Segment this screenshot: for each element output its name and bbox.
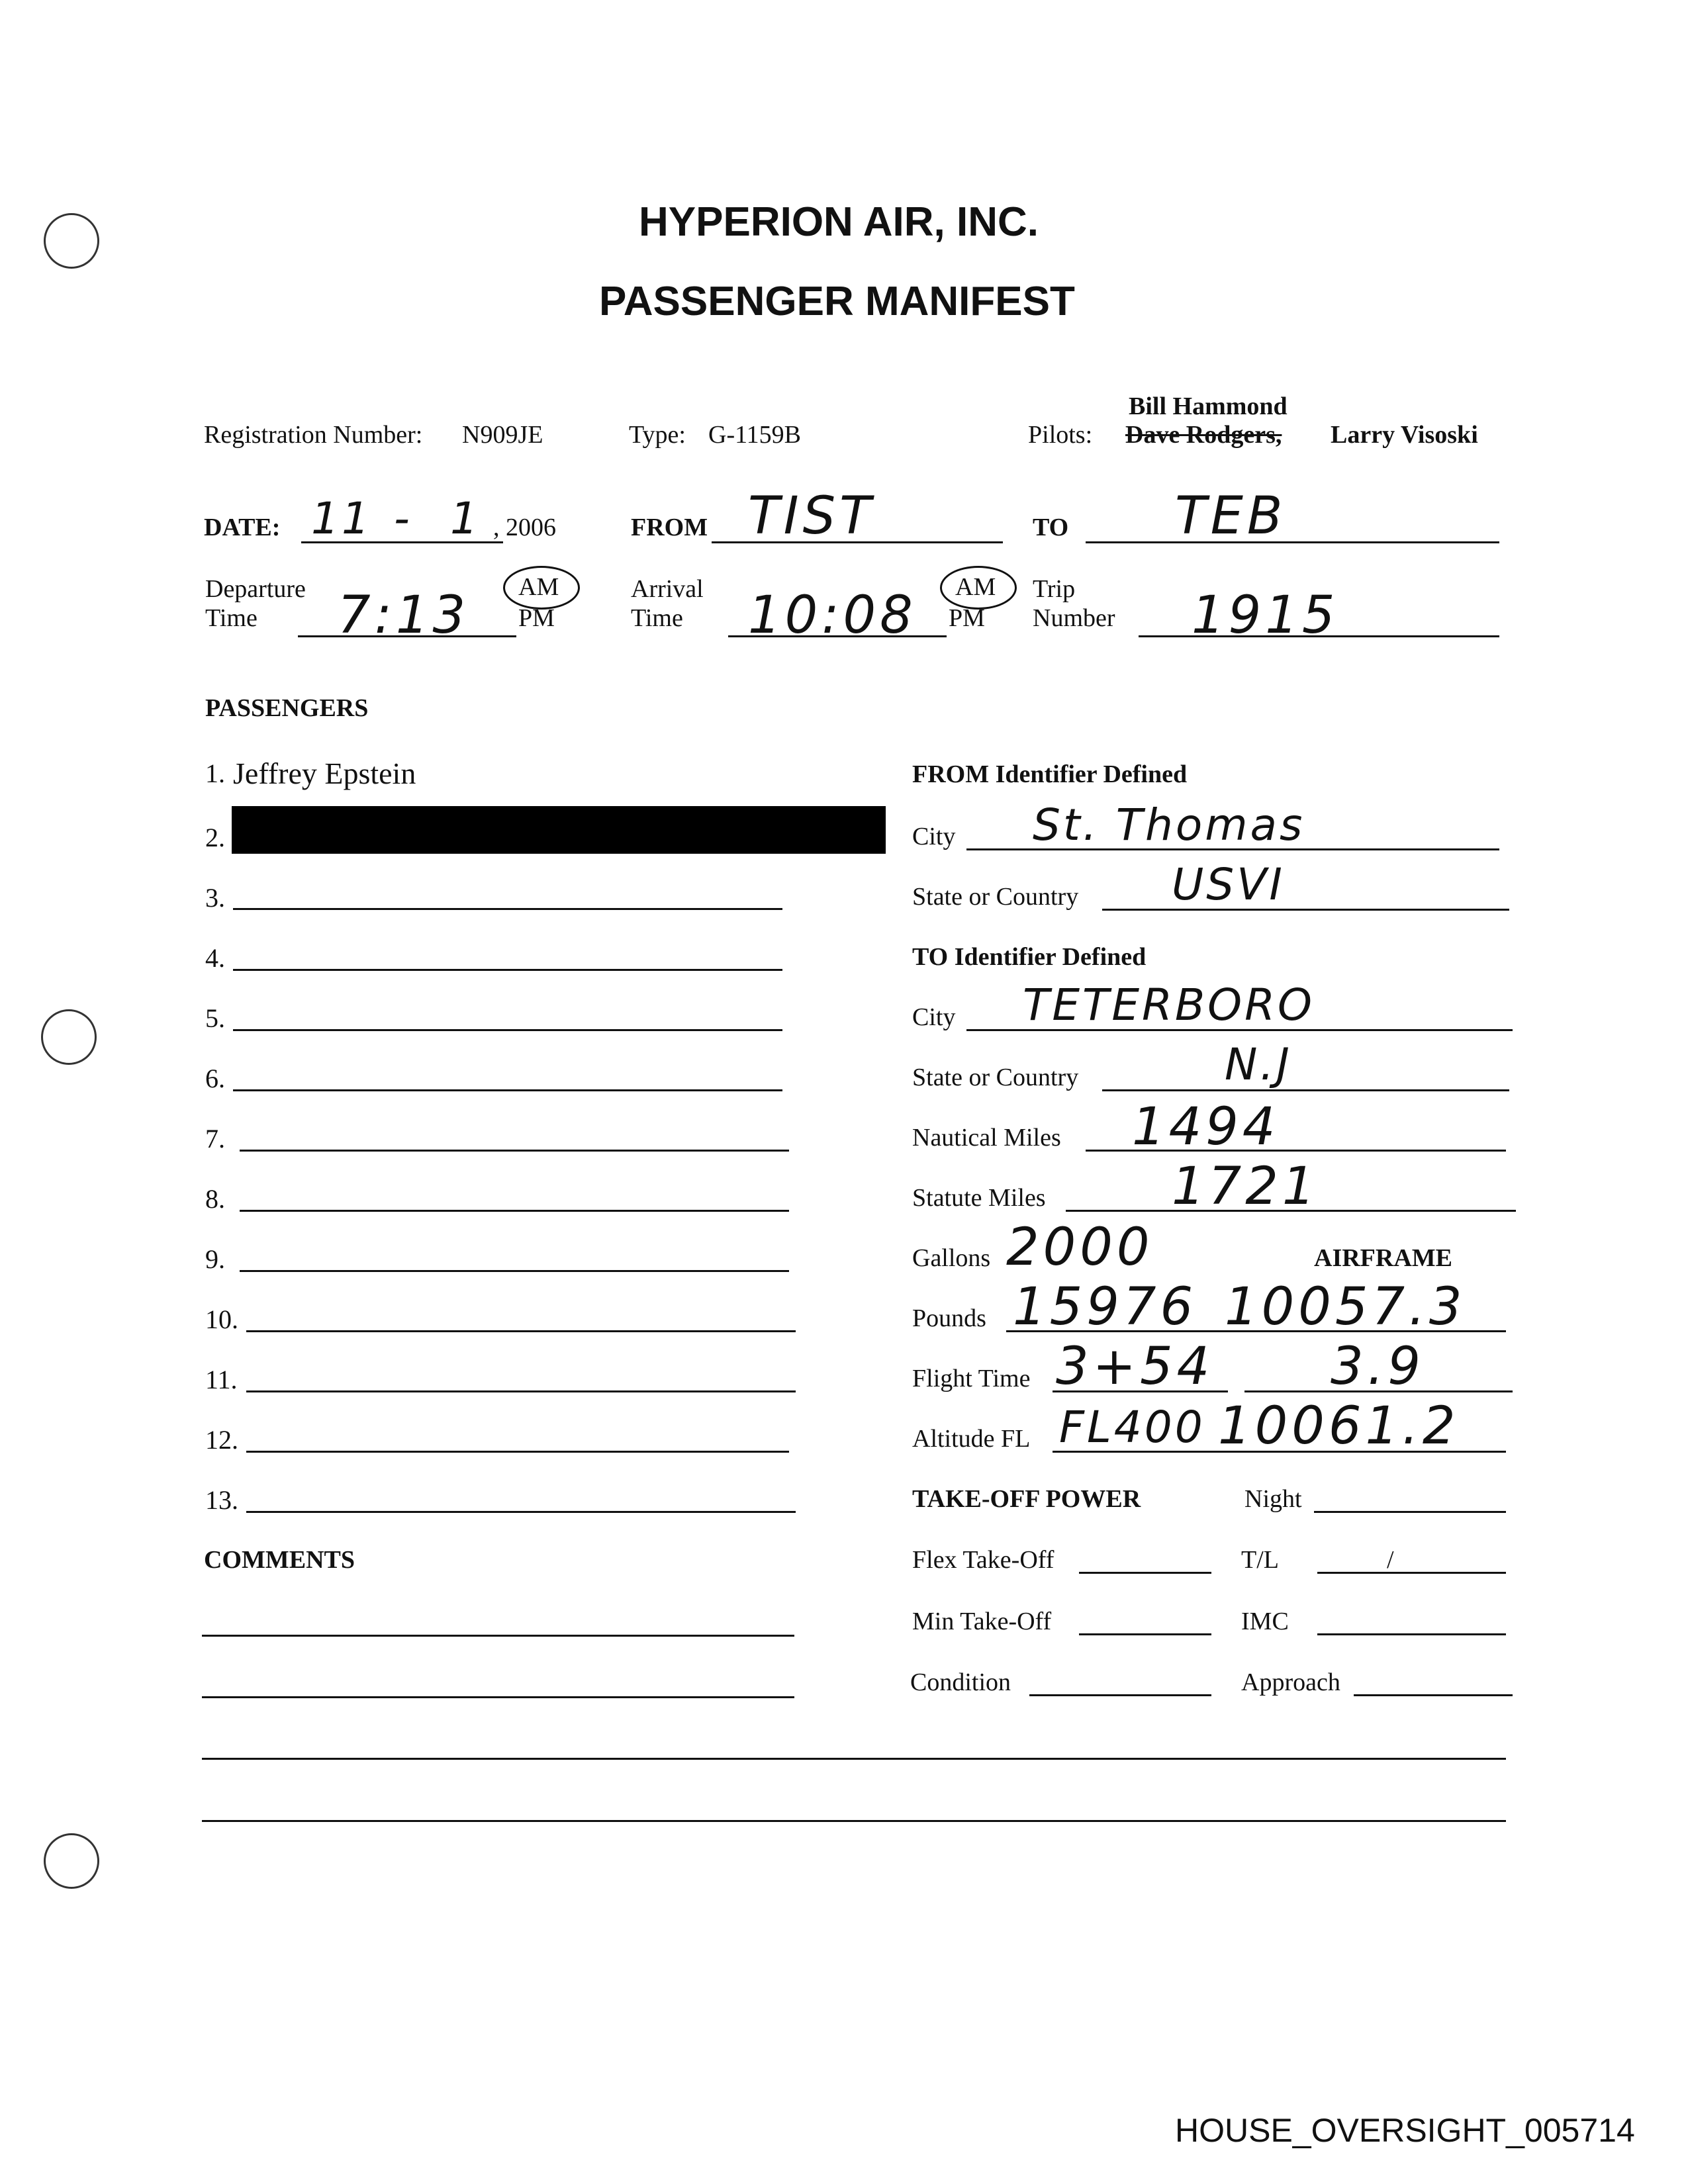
to-city: TETERBORO: [1023, 979, 1315, 1030]
binder-hole-top: [44, 213, 99, 269]
passenger-num-6: 6.: [205, 1064, 225, 1093]
nautical-miles-label: Nautical Miles: [912, 1124, 1061, 1152]
date-year: , 2006: [493, 514, 556, 541]
date-label: DATE:: [204, 514, 281, 541]
from-identifier-heading: FROM Identifier Defined: [912, 760, 1188, 788]
airframe-value-3: 10061.2: [1218, 1396, 1460, 1456]
passenger-num-10: 10.: [205, 1304, 238, 1334]
redaction-block: [232, 806, 886, 854]
passenger-num-3: 3.: [205, 883, 225, 913]
trip-number: 1915: [1192, 586, 1339, 645]
min-takeoff-label: Min Take-Off: [912, 1608, 1052, 1635]
from-state: USVI: [1172, 859, 1285, 910]
statute-miles: 1721: [1172, 1157, 1319, 1216]
bates-number: HOUSE_OVERSIGHT_005714: [1175, 2112, 1635, 2149]
passenger-num-11: 11.: [205, 1365, 238, 1394]
type-label: Type:: [629, 421, 686, 449]
departure-time: 7:13: [338, 586, 470, 645]
from-city: St. Thomas: [1033, 799, 1305, 850]
to-label: TO: [1033, 514, 1069, 541]
airframe-value-1: 10057.3: [1225, 1277, 1466, 1337]
pilot-added: Bill Hammond: [1129, 392, 1288, 420]
arrival-am: AM: [955, 573, 996, 601]
takeoff-power-label: TAKE-OFF POWER: [912, 1485, 1141, 1513]
tl-value: /: [1387, 1546, 1394, 1574]
to-code: TEB: [1175, 486, 1287, 546]
passenger-num-8: 8.: [205, 1184, 225, 1214]
altitude: FL400: [1059, 1402, 1205, 1453]
form-title: PASSENGER MANIFEST: [599, 279, 1075, 324]
passenger-num-1: 1.: [205, 758, 225, 788]
condition-label: Condition: [910, 1668, 1011, 1696]
night-label: Night: [1244, 1485, 1302, 1513]
passenger-num-7: 7.: [205, 1124, 225, 1154]
departure-pm: PM: [518, 604, 555, 632]
passenger-name-1: Jeffrey Epstein: [233, 756, 416, 790]
pilot-struck: Dave Rodgers,: [1125, 421, 1282, 449]
company-name: HYPERION AIR, INC.: [639, 199, 1039, 245]
from-label: FROM: [631, 514, 708, 541]
passenger-num-2: 2.: [205, 823, 225, 852]
registration-number: N909JE: [462, 421, 543, 449]
departure-label-2: Time: [205, 604, 258, 632]
to-city-label: City: [912, 1003, 956, 1031]
date-month: 11: [311, 493, 372, 544]
from-code: TIST: [748, 486, 875, 546]
departure-label-1: Departure: [205, 575, 306, 603]
departure-am: AM: [518, 573, 559, 601]
to-state-label: State or Country: [912, 1064, 1079, 1091]
binder-hole-middle: [41, 1009, 97, 1065]
date-separator: -: [394, 493, 412, 544]
aircraft-type: G-1159B: [708, 421, 802, 449]
pilot-2: Larry Visoski: [1331, 421, 1478, 449]
comments-label: COMMENTS: [204, 1546, 355, 1574]
pounds-label: Pounds: [912, 1304, 986, 1332]
tl-label: T/L: [1241, 1546, 1279, 1574]
altitude-label: Altitude FL: [912, 1425, 1031, 1453]
trip-label-2: Number: [1033, 604, 1115, 632]
arrival-label-2: Time: [631, 604, 683, 632]
statute-miles-label: Statute Miles: [912, 1184, 1046, 1212]
gallons: 2000: [1006, 1218, 1154, 1277]
flex-takeoff-label: Flex Take-Off: [912, 1546, 1055, 1574]
to-identifier-heading: TO Identifier Defined: [912, 943, 1147, 971]
passenger-num-13: 13.: [205, 1485, 238, 1515]
pounds: 15976: [1013, 1277, 1197, 1337]
binder-hole-bottom: [44, 1833, 99, 1889]
airframe-value-2: 3.9: [1331, 1337, 1425, 1396]
flight-time-label: Flight Time: [912, 1365, 1031, 1392]
gallons-label: Gallons: [912, 1244, 991, 1272]
to-state: N.J: [1225, 1039, 1292, 1090]
pilots-label: Pilots:: [1028, 421, 1093, 449]
date-day: 1: [450, 493, 481, 544]
trip-label-1: Trip: [1033, 575, 1076, 603]
approach-label: Approach: [1241, 1668, 1340, 1696]
imc-label: IMC: [1241, 1608, 1289, 1635]
arrival-pm: PM: [949, 604, 985, 632]
arrival-label-1: Arrival: [631, 575, 704, 603]
from-city-label: City: [912, 823, 956, 850]
airframe-label: AIRFRAME: [1314, 1244, 1452, 1272]
passenger-num-9: 9.: [205, 1244, 225, 1274]
registration-label: Registration Number:: [204, 421, 423, 449]
arrival-time: 10:08: [748, 586, 917, 645]
passenger-num-5: 5.: [205, 1003, 225, 1033]
passenger-num-12: 12.: [205, 1425, 238, 1455]
from-state-label: State or Country: [912, 883, 1079, 911]
passengers-heading: PASSENGERS: [205, 694, 369, 722]
passenger-num-4: 4.: [205, 943, 225, 973]
nautical-miles: 1494: [1132, 1097, 1280, 1157]
flight-time: 3+54: [1056, 1337, 1214, 1396]
